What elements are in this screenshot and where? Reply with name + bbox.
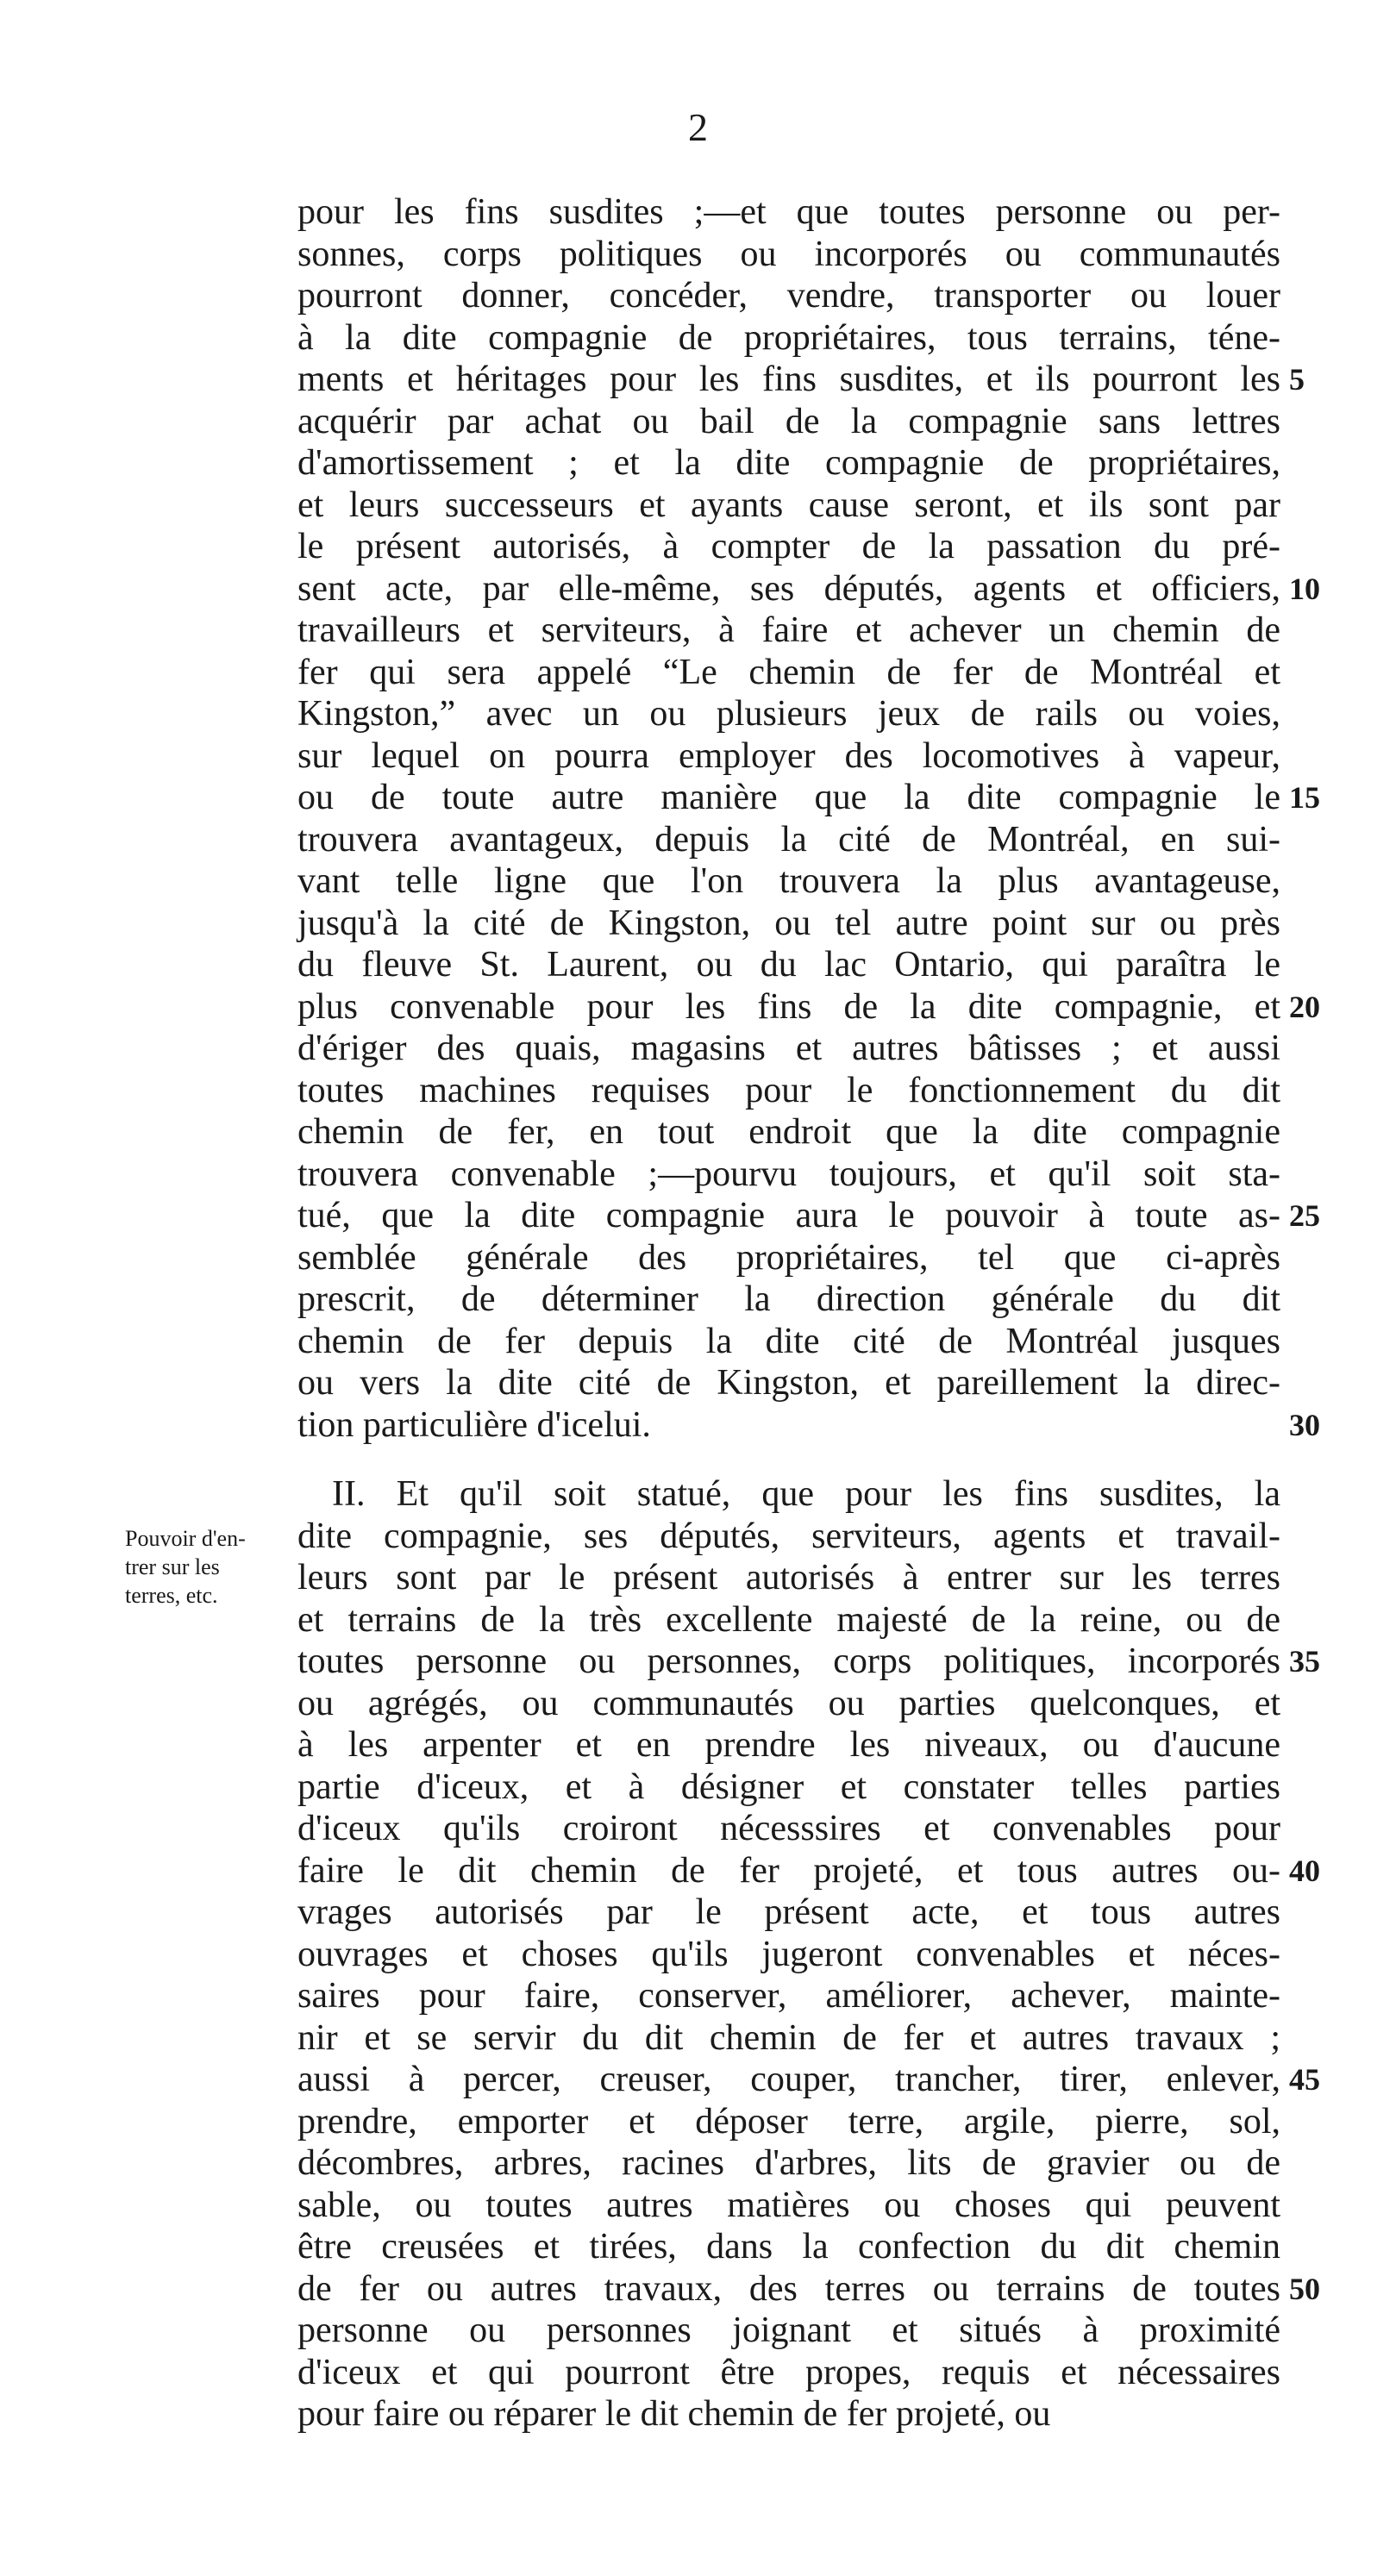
- text-line: [297, 1237, 1280, 1279]
- line-text: vant telle ligne que l'on trouvera la plus avantageuse,: [297, 861, 1280, 901]
- body-text: [297, 191, 1320, 2435]
- text-line: [297, 777, 1320, 819]
- text-line: [297, 234, 1280, 276]
- line-text: fer qui sera appelé “Le chemin de fer de Montréal et: [297, 652, 1280, 692]
- line-text: prendre, emporter et déposer terre, argile, pierre, sol,: [297, 2101, 1280, 2141]
- paragraph-2: [297, 1473, 1320, 2435]
- text-line: [297, 1279, 1280, 1321]
- line-text: plus convenable pour les fins de la dite compagnie, et: [297, 986, 1280, 1027]
- line-text: tué, que la dite compagnie aura le pouvoir à toute as-: [297, 1196, 1280, 1235]
- text-line: [297, 944, 1280, 986]
- line-text: toutes personne ou personnes, corps politiques, incorporés: [297, 1641, 1280, 1681]
- paragraph-1: [297, 191, 1320, 1446]
- line-text: le présent autorisés, à compter de la passation du pré-: [297, 527, 1280, 566]
- line-text: ou agrégés, ou communautés ou parties quelconques, et: [297, 1683, 1280, 1723]
- text-line: [297, 1557, 1280, 1599]
- line-text: de fer ou autres travaux, des terres ou terrains de toutes: [297, 2268, 1280, 2309]
- text-line: [297, 1195, 1320, 1237]
- text-line: [297, 2268, 1320, 2310]
- line-text: semblée générale des propriétaires, tel que ci-après: [297, 1237, 1280, 1278]
- text-line: [297, 2142, 1280, 2185]
- line-text: toutes machines requises pour le fonctionnement du dit: [297, 1070, 1280, 1110]
- text-line: [297, 1724, 1280, 1766]
- line-text: d'iceux et qui pourront être propes, requis et nécessaires: [297, 2352, 1280, 2392]
- line-text: chemin de fer depuis la dite cité de Montréal jusques: [297, 1321, 1280, 1361]
- text-line: [297, 735, 1280, 778]
- text-line: [297, 610, 1280, 652]
- line-text: prescrit, de déterminer la direction générale du dit: [297, 1279, 1280, 1319]
- text-line: [297, 819, 1280, 861]
- line-text: travailleurs et serviteurs, à faire et achever un chemin de: [297, 610, 1280, 650]
- line-text: aussi à percer, creuser, couper, trancher, tirer, enlever,: [297, 2060, 1280, 2099]
- text-line: [297, 2393, 1280, 2435]
- line-text: ments et héritages pour les fins susdites, et ils pourront les: [297, 360, 1280, 399]
- line-text: dite compagnie, ses députés, serviteurs, agents et travail-: [297, 1516, 1280, 1556]
- line-text: ouvrages et choses qu'ils jugeront convenables et néces-: [297, 1934, 1280, 1974]
- line-text: II. Et qu'il soit statué, que pour les fins susdites, la: [332, 1474, 1280, 1514]
- line-text: acquérir par achat ou bail de la compagnie sans lettres: [297, 401, 1280, 441]
- line-text: faire le dit chemin de fer projeté, et tous autres ou-: [297, 1850, 1280, 1891]
- text-line: [297, 2310, 1280, 2352]
- page-number: 2: [688, 105, 708, 149]
- line-text: personne ou personnes joignant et situés à proximité: [297, 2310, 1280, 2350]
- line-text: Kingston,” avec un ou plusieurs jeux de rails ou voies,: [297, 694, 1280, 734]
- line-text: ou de toute autre manière que la dite compagnie le: [297, 778, 1280, 817]
- text-line: [297, 568, 1320, 610]
- text-line: [297, 1599, 1280, 1641]
- line-text: et terrains de la très excellente majesté de la reine, ou de: [297, 1599, 1280, 1640]
- line-text: partie d'iceux, et à désigner et constater telles parties: [297, 1766, 1280, 1807]
- text-line: [297, 317, 1280, 360]
- line-text: du fleuve St. Laurent, ou du lac Ontario, qui paraîtra le: [297, 945, 1280, 985]
- line-text: d'iceux qu'ils croiront nécesssires et convenables pour: [297, 1809, 1280, 1848]
- text-line: [297, 526, 1280, 568]
- text-line: [297, 1683, 1280, 1725]
- line-text: jusqu'à la cité de Kingston, ou tel autre point sur ou près: [297, 903, 1280, 943]
- text-line: [297, 986, 1320, 1029]
- line-text: décombres, arbres, racines d'arbres, lits de gravier ou de: [297, 2143, 1280, 2183]
- line-text: sur lequel on pourra employer des locomotives à vapeur,: [297, 735, 1280, 776]
- line-text: sent acte, par elle-même, ses députés, agents et officiers,: [297, 568, 1280, 609]
- text-line: [297, 2185, 1280, 2227]
- line-text: pourront donner, concéder, vendre, transporter ou louer: [297, 276, 1280, 316]
- line-text: sable, ou toutes autres matières ou choses qui peuvent: [297, 2185, 1280, 2225]
- text-line: [297, 903, 1280, 945]
- line-text: trouvera avantageux, depuis la cité de Montréal, en sui-: [297, 819, 1280, 860]
- text-line: [297, 652, 1280, 694]
- line-text: sonnes, corps politiques ou incorporés ou communautés: [297, 234, 1280, 274]
- text-line: [297, 1473, 1280, 1516]
- text-line: [297, 1111, 1280, 1154]
- text-line: [297, 860, 1280, 903]
- text-line: [297, 442, 1280, 485]
- text-line: [297, 2226, 1280, 2268]
- line-number: 10: [1289, 571, 1320, 606]
- margin-note-line: Pouvoir d'en-: [125, 1526, 246, 1551]
- text-line: [297, 1516, 1280, 1558]
- text-line: [297, 1028, 1280, 1070]
- text-line: [297, 401, 1280, 443]
- line-number: 50: [1289, 2271, 1320, 2306]
- text-line: [297, 275, 1280, 317]
- margin-note-line: terres, etc.: [125, 1583, 218, 1608]
- text-line: [297, 2017, 1280, 2060]
- line-text: ou vers la dite cité de Kingston, et pareillement la direc-: [297, 1363, 1280, 1403]
- line-text: à la dite compagnie de propriétaires, tous terrains, téne-: [297, 317, 1280, 358]
- text-line: [297, 1154, 1280, 1196]
- text-line: [297, 359, 1305, 401]
- text-line: [297, 693, 1280, 735]
- text-line: [297, 1934, 1280, 1976]
- line-text: d'amortissement ; et la dite compagnie de propriétaires,: [297, 443, 1280, 483]
- text-line: [297, 191, 1280, 234]
- line-number: 25: [1289, 1198, 1320, 1233]
- text-line: [297, 1975, 1280, 2017]
- line-number: 40: [1289, 1853, 1320, 1888]
- text-line: [297, 2059, 1320, 2101]
- line-number: 5: [1289, 362, 1305, 397]
- line-text: pour faire ou réparer le dit chemin de fer projeté, ou: [297, 2394, 1051, 2434]
- margin-note-line: trer sur les: [125, 1554, 220, 1579]
- line-number: 35: [1289, 1644, 1320, 1679]
- line-text: pour les fins susdites ;—et que toutes personne ou per-: [297, 192, 1280, 232]
- line-text: nir et se servir du dit chemin de fer et autres travaux ;: [297, 2017, 1280, 2058]
- line-text: leurs sont par le présent autorisés à entrer sur les terres: [297, 1558, 1280, 1597]
- line-text: d'ériger des quais, magasins et autres bâtisses ; et aussi: [297, 1029, 1280, 1068]
- text-line: [297, 1321, 1280, 1363]
- line-text: trouvera convenable ;—pourvu toujours, et qu'il soit sta-: [297, 1154, 1280, 1194]
- text-line: [297, 1891, 1280, 1934]
- line-number: 45: [1289, 2062, 1320, 2097]
- text-line: [297, 1362, 1280, 1404]
- text-line: [297, 2101, 1280, 2143]
- line-number: 30: [1289, 1407, 1320, 1442]
- line-text: à les arpenter et en prendre les niveaux, ou d'aucune: [297, 1725, 1280, 1765]
- text-line: [297, 1766, 1280, 1809]
- line-number: 15: [1289, 780, 1320, 815]
- text-line: [297, 1850, 1320, 1892]
- margin-note: [125, 1524, 276, 1610]
- line-text: être creusées et tirées, dans la confection du dit chemin: [297, 2227, 1280, 2267]
- line-text: chemin de fer, en tout endroit que la dite compagnie: [297, 1112, 1280, 1152]
- text-line: [297, 1641, 1320, 1683]
- line-text: vrages autorisés par le présent acte, et tous autres: [297, 1892, 1280, 1932]
- line-number: 20: [1289, 989, 1320, 1024]
- text-line: [297, 1070, 1280, 1112]
- text-line: [297, 485, 1280, 527]
- text-line: [297, 1404, 1320, 1447]
- line-text: et leurs successeurs et ayants cause seront, et ils sont par: [297, 485, 1280, 525]
- line-text: tion particulière d'icelui.: [297, 1404, 651, 1445]
- text-line: [297, 2352, 1280, 2394]
- text-line: [297, 1808, 1280, 1850]
- line-text: saires pour faire, conserver, améliorer, achever, mainte-: [297, 1976, 1280, 2016]
